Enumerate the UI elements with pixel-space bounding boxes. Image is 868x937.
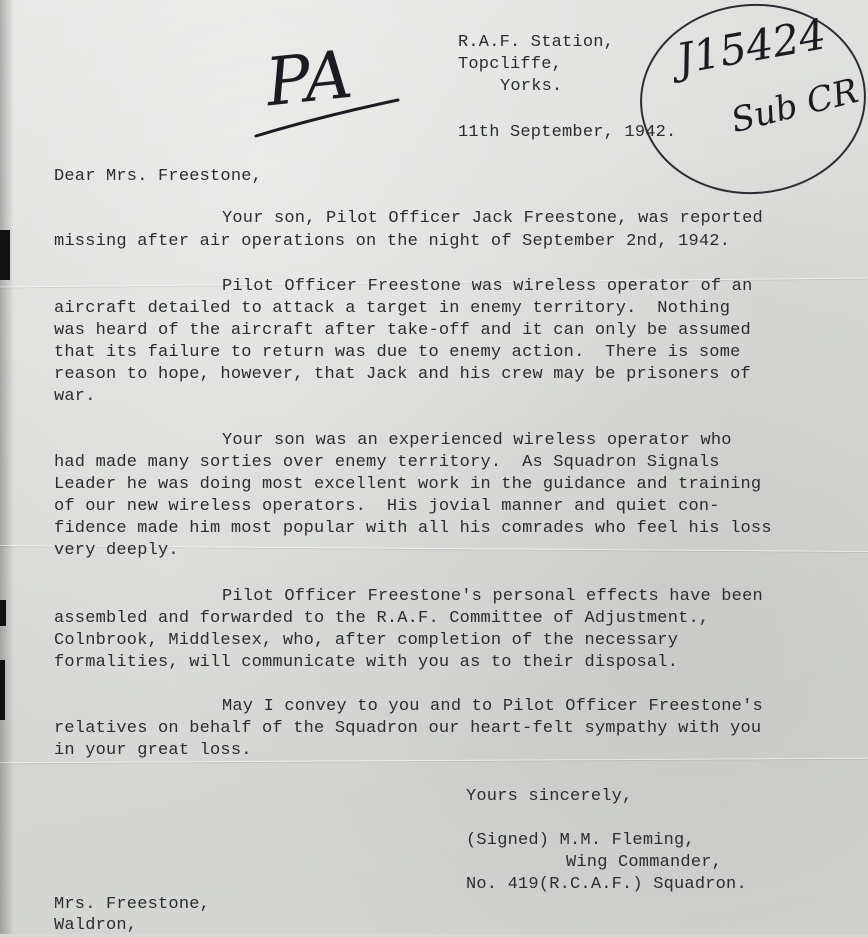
text-line: formalities, will communicate with you as to their disposal. xyxy=(54,653,679,672)
paper-tear xyxy=(0,600,6,626)
text-line: Your son, Pilot Officer Jack Freestone, was reported xyxy=(222,209,763,228)
text-line: war. xyxy=(54,387,96,406)
underline-stroke xyxy=(252,96,402,142)
initials-text: PA xyxy=(262,35,356,122)
paper-left-edge xyxy=(0,0,14,934)
text-line: fidence made him most popular with all his comrades who feel his loss xyxy=(54,519,772,538)
text-line: Pilot Officer Freestone's personal effects have been xyxy=(222,587,763,606)
text-line: Leader he was doing most excellent work in the guidance and training xyxy=(54,475,762,494)
signature-line: Wing Commander, xyxy=(566,853,723,872)
recipient-line: Mrs. Freestone, xyxy=(54,895,211,914)
text-line: Colnbrook, Middlesex, who, after completion of the necessary xyxy=(54,631,679,650)
text-line: missing after air operations on the night of September 2nd, 1942. xyxy=(54,232,731,251)
text-line: relatives on behalf of the Squadron our heart-felt sympathy with you xyxy=(54,719,762,738)
address-line: Topcliffe, xyxy=(458,55,563,74)
text-line: had made many sorties over enemy territory. As Squadron Signals xyxy=(54,453,720,472)
text-line: assembled and forwarded to the R.A.F. Committee of Adjustment., xyxy=(54,609,710,628)
paper-tear xyxy=(0,660,5,720)
paper-tear xyxy=(0,230,10,280)
address-line: Yorks. xyxy=(500,77,563,96)
text-line: that its failure to return was due to enemy action. There is some xyxy=(54,343,741,362)
text-line: aircraft detailed to attack a target in enemy territory. Nothing xyxy=(54,299,731,318)
text-line: was heard of the aircraft after take-off and it can only be assumed xyxy=(54,321,751,340)
closing: Yours sincerely, xyxy=(466,787,633,806)
signature-line: No. 419(R.C.A.F.) Squadron. xyxy=(466,875,747,894)
reference-note: Sub CR xyxy=(727,70,863,142)
salutation: Dear Mrs. Freestone, xyxy=(54,167,263,186)
address-line: R.A.F. Station, xyxy=(458,33,615,52)
text-line: reason to hope, however, that Jack and his crew may be prisoners of xyxy=(54,365,751,384)
text-line: Pilot Officer Freestone was wireless operator of an xyxy=(222,277,753,296)
text-line: Your son was an experienced wireless operator who xyxy=(222,431,732,450)
signature-line: (Signed) M.M. Fleming, xyxy=(466,831,695,850)
text-line: very deeply. xyxy=(54,541,179,560)
text-line: May I convey to you and to Pilot Officer Freestone's xyxy=(222,697,763,716)
text-line: of our new wireless operators. His jovial manner and quiet con- xyxy=(54,497,720,516)
letter-date: 11th September, 1942. xyxy=(458,123,677,142)
recipient-line: Waldron, xyxy=(54,916,138,935)
reference-number: J15424 xyxy=(672,9,830,84)
text-line: in your great loss. xyxy=(54,741,252,760)
